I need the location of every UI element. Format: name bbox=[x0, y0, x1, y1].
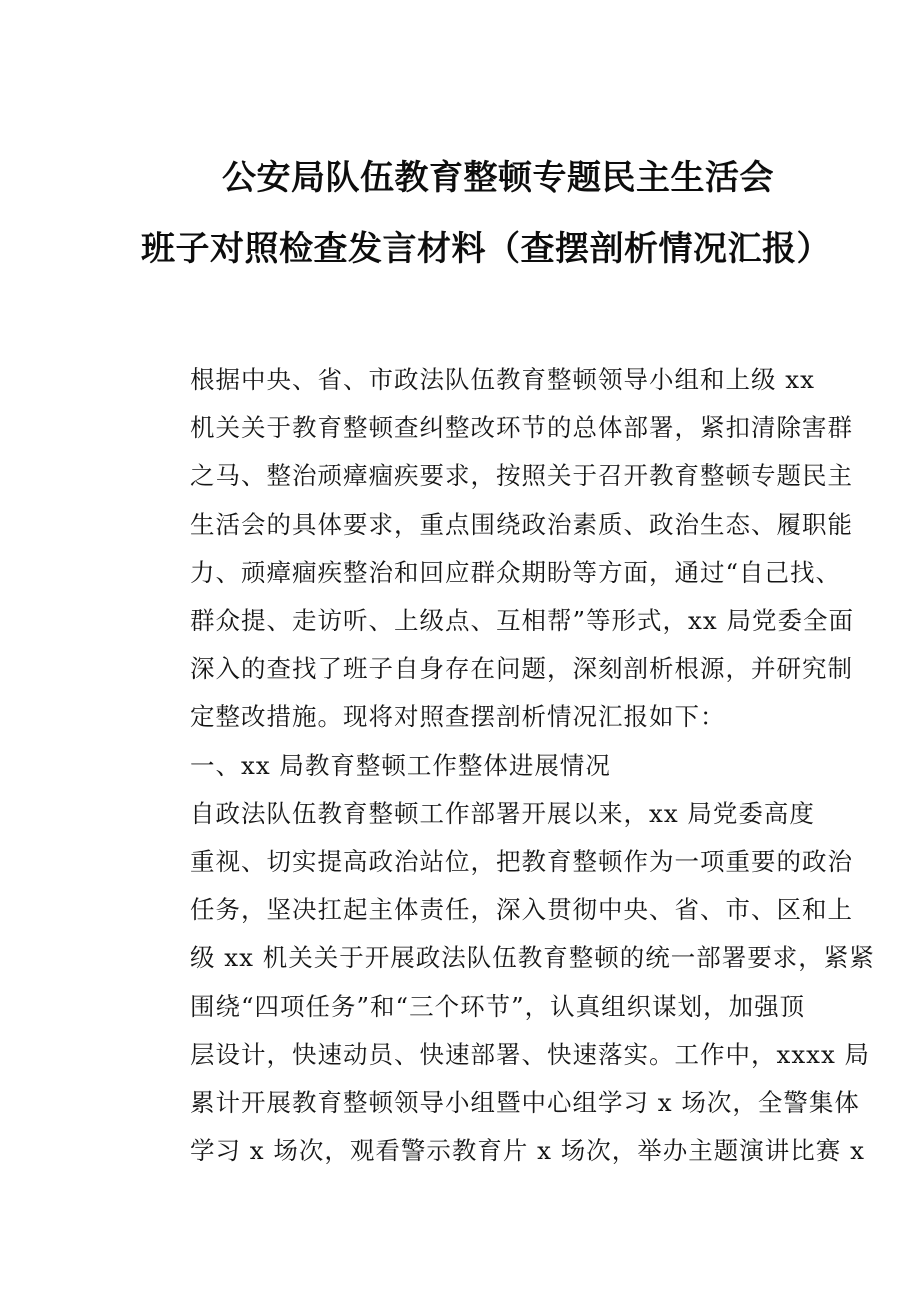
paragraph-line: 生活会的具体要求，重点围绕政治素质、政治生态、履职能 bbox=[190, 509, 853, 539]
paragraph-line: 围绕“四项任务”和“三个环节”，认真组织谋划，加强顶 bbox=[190, 991, 806, 1021]
paragraph-line: 重视、切实提高政治站位，把教育整顿作为一项重要的政治 bbox=[190, 847, 853, 877]
paragraph-intro bbox=[141, 356, 854, 742]
paragraph-line: 定整改措施。现将对照查摆剖析情况汇报如下： bbox=[190, 702, 726, 732]
paragraph-line: 之马、整治顽瘴痼疾要求，按照关于召开教育整顿专题民主 bbox=[190, 461, 853, 491]
section-heading bbox=[141, 742, 789, 790]
paragraph-line: 学习 x 场次，观看警示教育片 x 场次，举办主题演讲比赛 x bbox=[190, 1136, 865, 1166]
paragraph-line: 任务，坚决扛起主体责任，深入贯彻中央、省、市、区和上 bbox=[190, 895, 853, 925]
paragraph-line: 根据中央、省、市政法队伍教育整顿领导小组和上级 xx bbox=[190, 365, 815, 394]
paragraph-line: 群众提、走访听、上级点、互相帮”等形式，xx 局党委全面 bbox=[190, 606, 854, 636]
paragraph-line: 深入的查找了班子自身存在问题，深刻剖析根源，并研究制 bbox=[190, 654, 853, 684]
paragraph-line: 机关关于教育整顿查纠整改环节的总体部署，紧扣清除害群 bbox=[190, 413, 853, 443]
document-title-line-2: 班子对照检查发言材料（查摆剖析情况汇报） bbox=[141, 229, 831, 269]
paragraph-progress bbox=[141, 790, 875, 1176]
section-heading-line: 一、xx 局教育整顿工作整体进展情况 bbox=[190, 750, 611, 780]
paragraph-line: 力、顽瘴痼疾整治和回应群众期盼等方面，通过“自己找、 bbox=[190, 557, 842, 587]
paragraph-line: 级 xx 机关关于开展政法队伍教育整顿的统一部署要求，紧紧 bbox=[190, 943, 875, 973]
paragraph-line: 累计开展教育整顿领导小组暨中心组学习 x 场次，全警集体 bbox=[190, 1088, 860, 1118]
document-body bbox=[141, 356, 875, 1175]
document-title-line-1: 公安局队伍教育整顿专题民主生活会 bbox=[222, 158, 774, 198]
paragraph-line: 层设计，快速动员、快速部署、快速落实。工作中，xxxx 局 bbox=[190, 1039, 871, 1069]
paragraph-line: 自政法队伍教育整顿工作部署开展以来，xx 局党委高度 bbox=[190, 798, 815, 828]
